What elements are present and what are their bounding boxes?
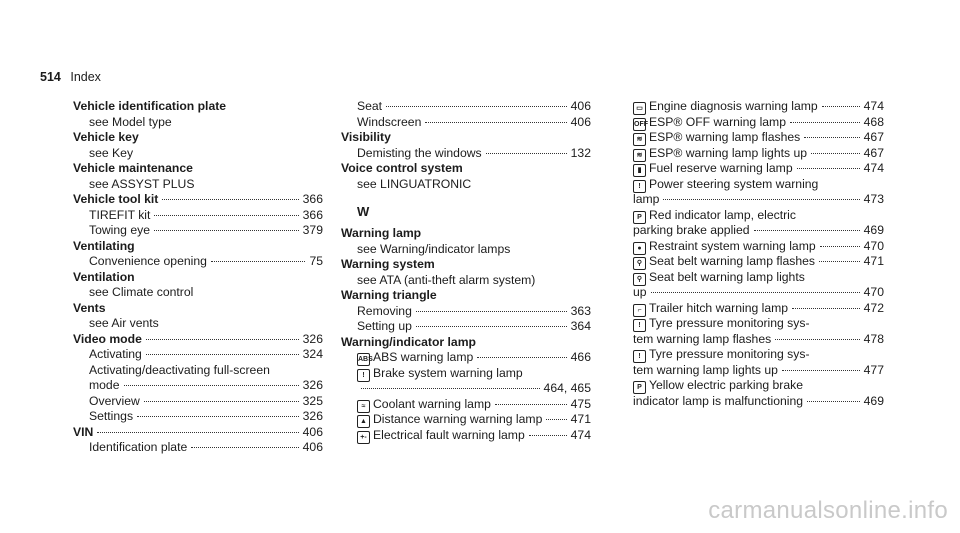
- entry-text: Windscreen: [357, 114, 422, 129]
- index-entry: [73, 285, 323, 301]
- index-entry: [73, 409, 323, 425]
- page-ref[interactable]: 132: [570, 145, 591, 160]
- entry-text: Removing: [357, 303, 412, 318]
- index-entry: [633, 115, 884, 131]
- airbag-icon: ●: [633, 242, 646, 255]
- index-column-2-bottom: [341, 226, 591, 443]
- entry-text: see ATA (anti-theft alarm system): [357, 272, 536, 287]
- index-entry: [341, 226, 591, 242]
- entry-text: mode: [89, 378, 120, 392]
- entry-text: Seat belt warning lamp flashes: [649, 254, 815, 268]
- index-entry: [341, 146, 591, 162]
- dot-leader: [775, 339, 859, 340]
- index-entry: [73, 223, 323, 239]
- esp-icon: ≋: [633, 149, 646, 162]
- index-column-2: [341, 99, 591, 443]
- index-entry: [341, 397, 591, 413]
- entry-text: Ventilation: [73, 269, 135, 284]
- dot-leader: [754, 230, 860, 231]
- page-ref[interactable]: 325: [302, 393, 323, 408]
- index-entry: [73, 363, 323, 379]
- index-entry: [73, 192, 323, 208]
- entry-text: up: [633, 285, 647, 299]
- entry-text: Electrical fault warning lamp: [373, 427, 525, 442]
- index-entry: [633, 301, 884, 317]
- index-column-2-top: [341, 99, 591, 192]
- dot-leader: [416, 326, 567, 327]
- page-ref[interactable]: 467: [863, 145, 884, 160]
- page-ref[interactable]: 366: [302, 192, 323, 206]
- entry-text: parking brake applied: [633, 223, 750, 237]
- entry-text: Vehicle tool kit: [73, 192, 159, 206]
- dot-leader: [546, 419, 566, 420]
- index-column-3: [633, 99, 884, 409]
- entry-text: Visibility: [341, 130, 391, 144]
- index-entry: [633, 146, 884, 162]
- page-ref[interactable]: 363: [570, 303, 591, 318]
- parking-brake-icon: P: [633, 381, 646, 394]
- esp-off-icon: OFF: [633, 118, 646, 131]
- entry-text: Identification plate: [89, 440, 188, 454]
- seatbelt-icon: ⚲: [633, 257, 646, 270]
- index-entry: [341, 273, 591, 289]
- dot-leader: [144, 401, 299, 402]
- page-ref[interactable]: 471: [570, 412, 591, 426]
- entry-text: Activating/deactivating full-screen: [89, 362, 270, 377]
- page-ref[interactable]: 474: [863, 161, 884, 175]
- entry-text: Coolant warning lamp: [373, 396, 491, 411]
- entry-text: Distance warning warning lamp: [373, 412, 543, 426]
- entry-text: Overview: [89, 393, 140, 408]
- page-ref[interactable]: 326: [302, 331, 323, 346]
- dot-leader: [790, 122, 860, 123]
- page-ref[interactable]: 470: [863, 238, 884, 253]
- entry-text: Video mode: [73, 331, 142, 346]
- index-entry: [73, 99, 323, 115]
- entry-text: Warning triangle: [341, 288, 437, 302]
- index-entry: [633, 99, 884, 115]
- entry-text: indicator lamp is malfunctioning: [633, 393, 804, 408]
- entry-text: Trailer hitch warning lamp: [649, 300, 789, 315]
- index-entry: [633, 394, 884, 410]
- dot-leader: [211, 261, 306, 262]
- page-ref[interactable]: 406: [570, 99, 591, 113]
- dot-leader: [154, 215, 298, 216]
- page-ref[interactable]: 470: [863, 285, 884, 299]
- index-entry: [341, 428, 591, 444]
- index-entry: [341, 177, 591, 193]
- page-number: 514: [40, 70, 61, 84]
- entry-text: Fuel reserve warning lamp: [649, 161, 793, 175]
- page-ref[interactable]: 406: [570, 114, 591, 129]
- page-ref[interactable]: 471: [863, 254, 884, 268]
- page-ref[interactable]: 474: [863, 99, 884, 113]
- dot-leader: [162, 199, 298, 200]
- letter-heading: W: [357, 204, 370, 219]
- dot-leader: [137, 416, 299, 417]
- dot-leader: [154, 230, 299, 231]
- index-entry: [341, 412, 591, 428]
- esp-icon: ≋: [633, 133, 646, 146]
- dot-leader: [124, 385, 299, 386]
- index-entry: [341, 319, 591, 335]
- section-title: Index: [70, 70, 101, 84]
- index-entry: [341, 335, 591, 351]
- entry-text: Vents: [73, 300, 106, 315]
- dot-leader: [820, 246, 860, 247]
- entry-text: ESP® warning lamp lights up: [649, 145, 808, 160]
- index-entry: [73, 378, 323, 394]
- dot-leader: [97, 432, 298, 433]
- index-entry: [341, 257, 591, 273]
- entry-text: Tyre pressure monitoring sys-: [649, 347, 810, 361]
- tyre-icon: !: [633, 350, 646, 363]
- index-entry: [73, 394, 323, 410]
- index-entry: [73, 347, 323, 363]
- index-entry: [73, 425, 323, 441]
- index-entry: [341, 242, 591, 258]
- index-entry: [633, 161, 884, 177]
- dot-leader: [529, 435, 567, 436]
- dot-leader: [361, 388, 540, 389]
- dot-leader: [146, 354, 299, 355]
- entry-text: see Model type: [89, 114, 172, 129]
- entry-text: tem warning lamp lights up: [633, 362, 778, 377]
- dot-leader: [792, 308, 860, 309]
- dot-leader: [807, 401, 860, 402]
- index-entry: [633, 378, 884, 394]
- index-entry: [73, 254, 323, 270]
- watermark: carmanualsonline.info: [708, 497, 948, 524]
- entry-text: tem warning lamp flashes: [633, 331, 772, 346]
- index-entry: [73, 332, 323, 348]
- index-entry: [73, 301, 323, 317]
- index-entry: [73, 177, 323, 193]
- page-ref[interactable]: 366: [302, 207, 323, 222]
- index-entry: [341, 288, 591, 304]
- entry-text: Restraint system warning lamp: [649, 238, 816, 253]
- page-ref[interactable]: 474: [570, 427, 591, 442]
- index-entry: [73, 316, 323, 332]
- entry-text: see Key: [89, 145, 134, 160]
- page-ref[interactable]: 379: [302, 223, 323, 237]
- index-entry: [73, 440, 323, 456]
- entry-text: see Climate control: [89, 285, 194, 299]
- page-ref[interactable]: 326: [302, 378, 323, 392]
- index-entry: [341, 381, 591, 397]
- entry-text: Convenience opening: [89, 254, 207, 268]
- index-entry: [633, 363, 884, 379]
- entry-text: lamp: [633, 192, 660, 206]
- seatbelt-icon: ⚲: [633, 273, 646, 286]
- index-entry: [633, 223, 884, 239]
- entry-text: Warning system: [341, 257, 435, 271]
- dot-leader: [425, 122, 566, 123]
- engine-icon: ▭: [633, 102, 646, 115]
- index-entry: [633, 347, 884, 363]
- entry-text: see LINGUATRONIC: [357, 176, 472, 191]
- entry-text: Warning lamp: [341, 226, 422, 240]
- dot-leader: [822, 106, 860, 107]
- index-entry: [633, 254, 884, 270]
- dot-leader: [486, 153, 567, 154]
- page-ref[interactable]: 467: [863, 130, 884, 144]
- index-entry: [341, 366, 591, 382]
- entry-text: ESP® OFF warning lamp: [649, 114, 786, 129]
- index-entry: [633, 177, 884, 193]
- entry-text: Setting up: [357, 319, 412, 333]
- entry-text: Seat: [357, 99, 383, 113]
- battery-icon: +-: [357, 431, 370, 444]
- distance-icon: ▲: [357, 415, 370, 428]
- dot-leader: [416, 311, 567, 312]
- trailer-icon: ⌐: [633, 304, 646, 317]
- entry-text: Yellow electric parking brake: [649, 378, 804, 392]
- page-ref[interactable]: 464, 465: [543, 381, 591, 395]
- dot-leader: [651, 292, 860, 293]
- dot-leader: [663, 199, 859, 200]
- dot-leader: [495, 404, 567, 405]
- page-ref[interactable]: 473: [863, 192, 884, 206]
- index-entry: [73, 239, 323, 255]
- index-entry: [633, 130, 884, 146]
- entry-text: ESP® warning lamp flashes: [649, 130, 801, 144]
- page-ref[interactable]: 466: [570, 350, 591, 364]
- abs-icon: ABS: [357, 353, 370, 366]
- index-column-1: [73, 99, 323, 456]
- entry-text: Engine diagnosis warning lamp: [649, 99, 818, 113]
- dot-leader: [191, 447, 298, 448]
- entry-text: VIN: [73, 424, 94, 439]
- index-entry: [73, 115, 323, 131]
- entry-text: Tyre pressure monitoring sys-: [649, 316, 810, 330]
- index-entry: [341, 350, 591, 366]
- index-entry: [341, 99, 591, 115]
- page-ref[interactable]: 478: [863, 331, 884, 346]
- page-ref[interactable]: 75: [309, 254, 323, 268]
- entry-text: Vehicle identification plate: [73, 99, 227, 113]
- page-ref[interactable]: 475: [570, 396, 591, 411]
- entry-text: Towing eye: [89, 223, 150, 237]
- dot-leader: [477, 357, 566, 358]
- index-entry: [633, 270, 884, 286]
- page-ref[interactable]: 324: [302, 347, 323, 361]
- coolant-icon: ≈: [357, 400, 370, 413]
- dot-leader: [811, 153, 860, 154]
- page-ref[interactable]: 406: [302, 424, 323, 439]
- index-entry: [341, 304, 591, 320]
- entry-text: TIREFIT kit: [89, 207, 151, 222]
- index-entry: [73, 208, 323, 224]
- entry-text: Voice control system: [341, 161, 463, 175]
- page-ref[interactable]: 364: [570, 319, 591, 333]
- dot-leader: [386, 106, 567, 107]
- dot-leader: [819, 261, 860, 262]
- entry-text: Warning/indicator lamp: [341, 334, 476, 349]
- page-ref[interactable]: 468: [863, 114, 884, 129]
- tyre-icon: !: [633, 319, 646, 332]
- index-entry: [633, 208, 884, 224]
- entry-text: Ventilating: [73, 238, 135, 253]
- index-entry: [73, 161, 323, 177]
- index-entry: [73, 130, 323, 146]
- index-entry: [341, 115, 591, 131]
- entry-text: Seat belt warning lamp lights: [649, 269, 805, 284]
- entry-text: Power steering system warning: [649, 176, 819, 191]
- page-ref[interactable]: 469: [863, 393, 884, 408]
- page-header: [40, 70, 101, 84]
- page-ref[interactable]: 477: [863, 362, 884, 377]
- index-entry: [633, 285, 884, 301]
- steering-icon: !: [633, 180, 646, 193]
- index-entry: [341, 161, 591, 177]
- entry-text: ABS warning lamp: [373, 350, 474, 364]
- entry-text: Demisting the windows: [357, 145, 482, 160]
- index-entry: [633, 332, 884, 348]
- entry-text: Activating: [89, 347, 142, 361]
- index-entry: [73, 270, 323, 286]
- entry-text: Vehicle key: [73, 130, 139, 144]
- entry-text: Settings: [89, 409, 134, 423]
- entry-text: Red indicator lamp, electric: [649, 207, 796, 222]
- dot-leader: [804, 137, 859, 138]
- entry-text: Vehicle maintenance: [73, 161, 193, 175]
- index-entry: [341, 130, 591, 146]
- dot-leader: [797, 168, 860, 169]
- entry-text: see Warning/indicator lamps: [357, 241, 511, 256]
- entry-text: see ASSYST PLUS: [89, 176, 195, 191]
- page-ref[interactable]: 326: [302, 409, 323, 423]
- entry-text: see Air vents: [89, 316, 159, 330]
- index-entry: [73, 146, 323, 162]
- index-entry: [633, 239, 884, 255]
- parking-brake-icon: P: [633, 211, 646, 224]
- dot-leader: [146, 339, 299, 340]
- entry-text: Brake system warning lamp: [373, 365, 523, 380]
- index-entry: [633, 192, 884, 208]
- dot-leader: [782, 370, 860, 371]
- page-ref[interactable]: 406: [302, 440, 323, 454]
- page-ref[interactable]: 472: [863, 300, 884, 315]
- brake-icon: !: [357, 369, 370, 382]
- index-entry: [633, 316, 884, 332]
- fuel-icon: ▮: [633, 164, 646, 177]
- page-ref[interactable]: 469: [863, 223, 884, 237]
